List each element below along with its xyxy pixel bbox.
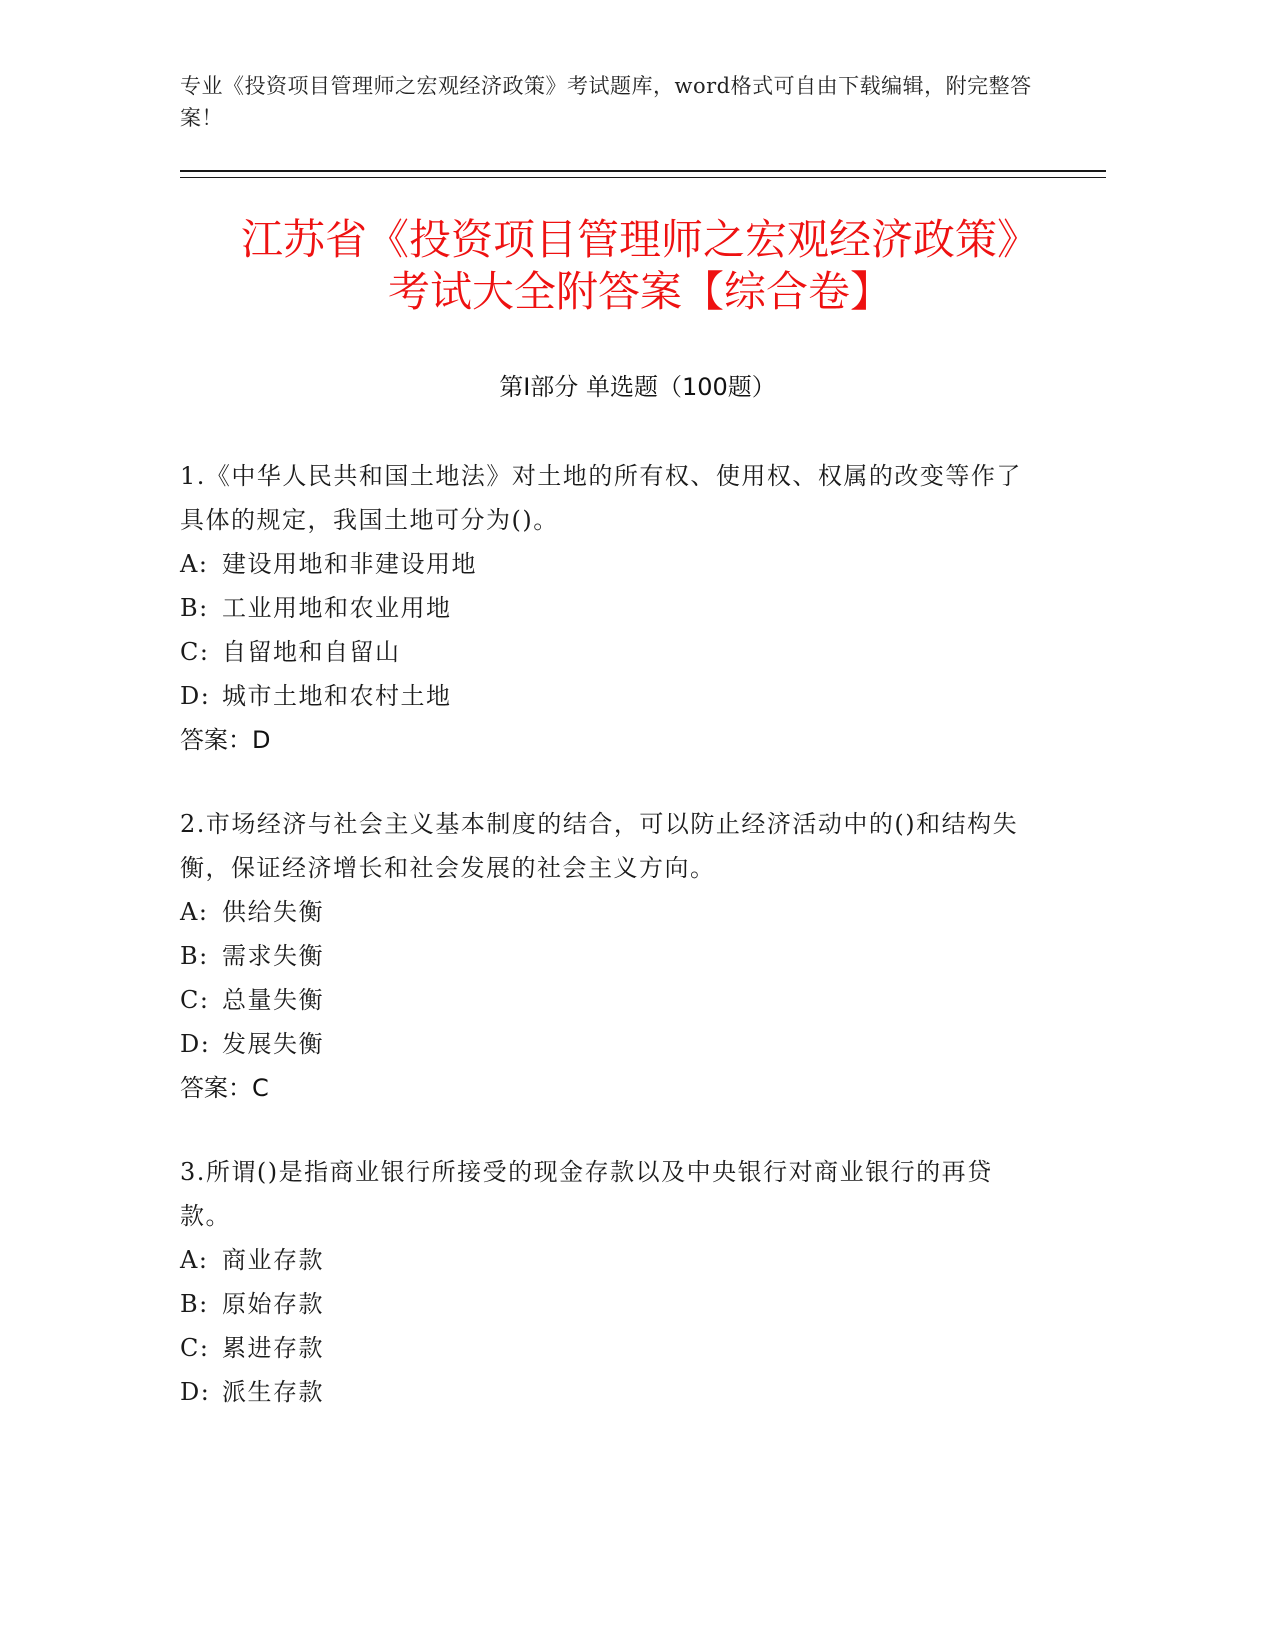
option-letter: C: xyxy=(180,1334,210,1362)
option-text: 工业用地和农业用地 xyxy=(222,594,452,622)
option-text: 需求失衡 xyxy=(222,942,324,970)
question-stem: 2.市场经济与社会主义基本制度的结合，可以防止经济活动中的()和结构失衡，保证经济增长和社会发展的社会主义方向。 xyxy=(180,810,1019,882)
option-text: 累进存款 xyxy=(222,1334,324,1362)
option-text: 商业存款 xyxy=(222,1246,324,1274)
question-2 xyxy=(180,802,1040,1110)
option-text: 原始存款 xyxy=(222,1290,324,1318)
option-c xyxy=(180,978,1040,1022)
question-3 xyxy=(180,1150,1040,1414)
option-a xyxy=(180,1238,1040,1282)
option-text: 自留地和自留山 xyxy=(222,638,401,666)
option-letter: B: xyxy=(180,1290,209,1318)
question-1 xyxy=(180,454,1040,762)
option-b xyxy=(180,586,1040,630)
option-letter: D: xyxy=(180,1378,211,1406)
option-text: 总量失衡 xyxy=(222,986,324,1014)
option-a xyxy=(180,542,1040,586)
option-d xyxy=(180,674,1040,718)
option-letter: C: xyxy=(180,638,210,666)
option-letter: B: xyxy=(180,594,209,622)
answer-line: 答案：D xyxy=(180,726,271,754)
header-rule-thick xyxy=(180,170,1106,172)
option-text: 建设用地和非建设用地 xyxy=(222,550,477,578)
option-text: 城市土地和农村土地 xyxy=(222,682,452,710)
document-title-line-2: 考试大全附答案【综合卷】 xyxy=(387,267,892,316)
option-letter: A: xyxy=(180,550,209,578)
document-title-line-1: 江苏省《投资项目管理师之宏观经济政策》 xyxy=(240,215,1039,264)
option-text: 派生存款 xyxy=(222,1378,324,1406)
option-letter: A: xyxy=(180,898,209,926)
option-text: 发展失衡 xyxy=(222,1030,324,1058)
option-letter: C: xyxy=(180,986,210,1014)
option-text: 供给失衡 xyxy=(222,898,324,926)
option-letter: A: xyxy=(180,1246,209,1274)
document-title xyxy=(120,214,1160,318)
option-d xyxy=(180,1370,1040,1414)
question-stem: 1.《中华人民共和国土地法》对土地的所有权、使用权、权属的改变等作了具体的规定，我国土地可分为()。 xyxy=(180,462,1022,534)
option-c xyxy=(180,630,1040,674)
option-letter: B: xyxy=(180,942,209,970)
answer-line: 答案：C xyxy=(180,1074,269,1102)
option-letter: D: xyxy=(180,1030,211,1058)
option-d xyxy=(180,1022,1040,1066)
option-letter: D: xyxy=(180,682,211,710)
option-a xyxy=(180,890,1040,934)
header-rule-thin xyxy=(180,177,1106,178)
option-b xyxy=(180,1282,1040,1326)
question-stem: 3.所谓()是指商业银行所接受的现金存款以及中央银行对商业银行的再贷款。 xyxy=(180,1158,993,1230)
header-note: 专业《投资项目管理师之宏观经济政策》考试题库，word格式可自由下载编辑，附完整答案！ xyxy=(180,74,1032,130)
section-heading: 第Ⅰ部分 单选题（100题） xyxy=(499,373,776,401)
option-b xyxy=(180,934,1040,978)
option-c xyxy=(180,1326,1040,1370)
